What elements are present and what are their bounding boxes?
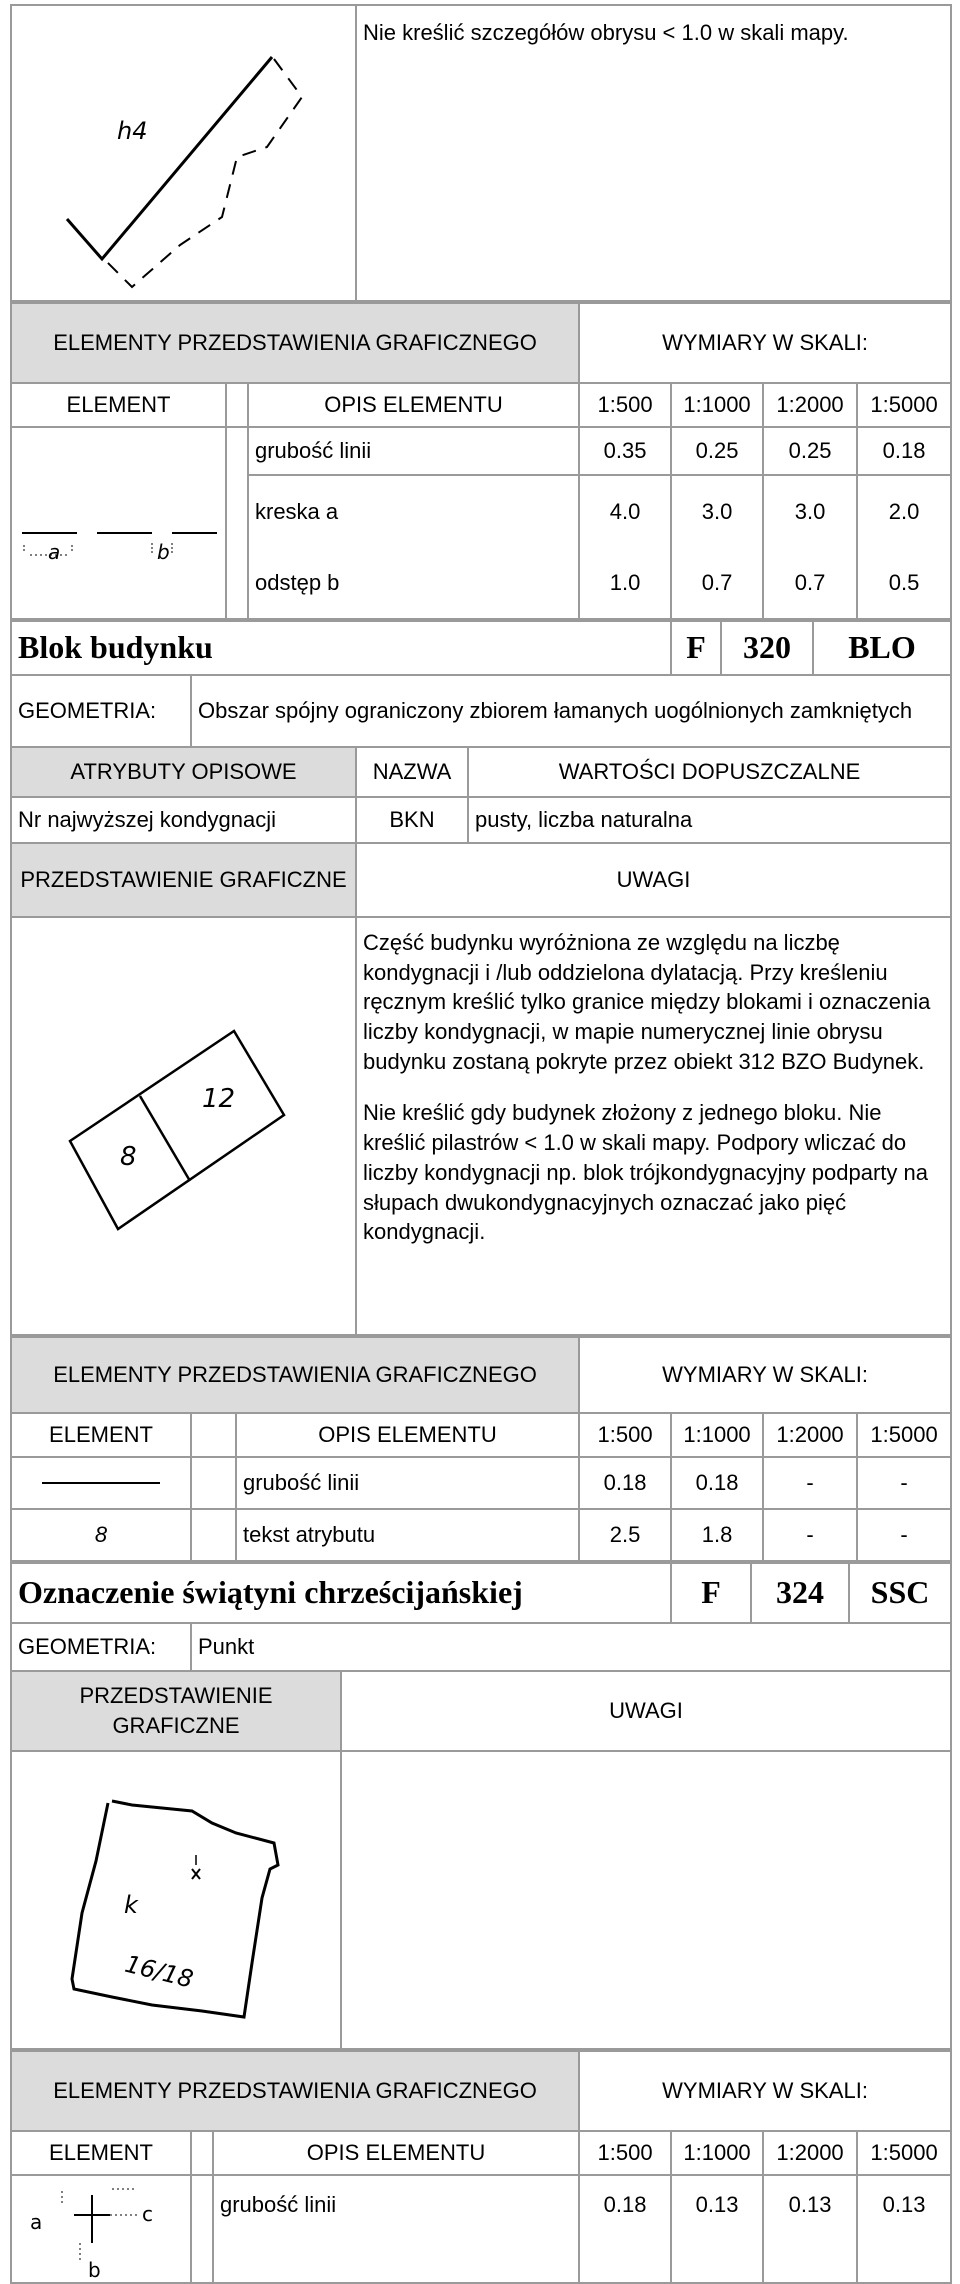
t3-cell: 0.13 — [671, 2175, 763, 2283]
sketch-k: k — [124, 1891, 138, 1919]
blok-code: 320 — [721, 621, 813, 675]
t2-scale: 1:500 — [579, 1413, 671, 1457]
t2-header-dimensions: WYMIARY W SKALI: — [579, 1337, 951, 1413]
t1-cell: 0.25 — [671, 427, 763, 475]
t3-header-dimensions: WYMIARY W SKALI: — [579, 2051, 951, 2131]
t2-cell: - — [857, 1457, 951, 1509]
blok-sketch-cell — [11, 917, 356, 1335]
t2-cell: 2.5 — [579, 1509, 671, 1561]
t1-scale-500: 1:500 — [579, 383, 671, 427]
t3-cell: 0.13 — [763, 2175, 857, 2283]
top-sketch-cell — [11, 5, 356, 301]
t1-scale-1000: 1:1000 — [671, 383, 763, 427]
blok-attr-name: Nr najwyższej kondygnacji — [11, 797, 356, 843]
t3-cross-legend — [11, 2175, 191, 2283]
t2-text-sample: 8 — [11, 1509, 191, 1561]
t1-cell: 0.35 — [579, 427, 671, 475]
sketch-num-8: 8 — [120, 1142, 137, 1172]
blok-geometria-value: Obszar spójny ograniczony zbiorem łamanych uogólnionych zamkniętych — [191, 675, 951, 747]
blok-wartosci-header: WARTOŚCI DOPUSZCZALNE — [468, 747, 951, 797]
document-page — [10, 0, 950, 2284]
blok-abbr: BLO — [813, 621, 951, 675]
t2-header-elements: ELEMENTY PRZEDSTAWIENIA GRAFICZNEGO — [11, 1337, 579, 1413]
blok-type: F — [671, 621, 721, 675]
t1-cell: 1.0 — [579, 547, 671, 619]
t1-cell: 0.5 — [857, 547, 951, 619]
t2-scale: 1:5000 — [857, 1413, 951, 1457]
t2-cell: - — [763, 1509, 857, 1561]
t2-scale: 1:2000 — [763, 1413, 857, 1457]
t1-row-label: kreska a — [248, 475, 579, 547]
blok-attr-code: BKN — [356, 797, 468, 843]
t1-header-elements: ELEMENTY PRZEDSTAWIENIA GRAFICZNEGO — [11, 303, 579, 383]
t3-header-elements: ELEMENTY PRZEDSTAWIENIA GRAFICZNEGO — [11, 2051, 579, 2131]
swiatynia-type: F — [671, 1563, 751, 1623]
t1-row-label: odstęp b — [248, 547, 579, 619]
t1-scale-5000: 1:5000 — [857, 383, 951, 427]
blok-budynku-section — [10, 620, 952, 1336]
legend-b-label: b — [88, 2258, 101, 2281]
t1-cell: 4.0 — [579, 475, 671, 547]
t1-cell: 0.25 — [763, 427, 857, 475]
dashed-line-legend — [12, 453, 223, 593]
t3-scale: 1:2000 — [763, 2131, 857, 2175]
blok-przedst-header: PRZEDSTAWIENIE GRAFICZNE — [11, 843, 356, 917]
t2-line-sample — [11, 1457, 191, 1509]
graphic-elements-table-1 — [10, 302, 952, 620]
blok-title: Blok budynku — [11, 621, 671, 675]
swiatynia-sketch-cell — [11, 1751, 341, 2049]
blok-uwagi-p1: Część budynku wyróżniona ze względu na liczbę kondygnacji i /lub oddzielona dylatacją. Przy kreśleniu ręcznym kreślić tylko granice między blokami i oznaczenia liczby kondygnacji, w mapie numerycznej linie obrysu budynku zostaną pokryte przez obiekt 312 BZO Budynek. — [363, 930, 931, 1074]
t1-cell: 3.0 — [671, 475, 763, 547]
t2-col-opis: OPIS ELEMENTU — [236, 1413, 579, 1457]
swiatynia-geometria-value: Punkt — [191, 1623, 951, 1671]
t2-row-label: grubość linii — [236, 1457, 579, 1509]
blok-attr-header: ATRYBUTY OPISOWE — [11, 747, 356, 797]
t1-header-dimensions: WYMIARY W SKALI: — [579, 303, 951, 383]
swiatynia-title: Oznaczenie świątyni chrześcijańskiej — [11, 1563, 671, 1623]
sketch-label-h4: h4 — [117, 117, 148, 145]
top-note: Nie kreślić szczegółów obrysu < 1.0 w skali mapy. — [356, 5, 951, 301]
swiatynia-uwagi-header: UWAGI — [341, 1671, 951, 1751]
graphic-elements-table-3 — [10, 2050, 952, 2284]
t1-cell: 2.0 — [857, 475, 951, 547]
legend-b-label: b — [157, 540, 170, 564]
t3-scale: 1:5000 — [857, 2131, 951, 2175]
t3-col-opis: OPIS ELEMENTU — [213, 2131, 579, 2175]
sketch-num-12: 12 — [202, 1084, 236, 1114]
t2-cell: 0.18 — [579, 1457, 671, 1509]
t1-scale-2000: 1:2000 — [763, 383, 857, 427]
swiatynia-code: 324 — [751, 1563, 849, 1623]
line-sample-icon — [42, 1482, 160, 1484]
t3-cell: 0.13 — [857, 2175, 951, 2283]
sketch-num-16-18: 16/18 — [122, 1949, 197, 1994]
t1-cell: 0.18 — [857, 427, 951, 475]
outline-detail-sketch — [12, 7, 353, 299]
legend-c-label: c — [142, 2202, 153, 2226]
t3-cell: 0.18 — [579, 2175, 671, 2283]
t1-cell: 3.0 — [763, 475, 857, 547]
blok-uwagi-text — [356, 917, 951, 1335]
building-block-sketch — [12, 919, 353, 1333]
legend-a-label: a — [30, 2210, 43, 2234]
blok-attr-values: pusty, liczba naturalna — [468, 797, 951, 843]
swiatynia-uwagi-body — [341, 1751, 951, 2049]
t2-col-element: ELEMENT — [11, 1413, 191, 1457]
t3-col-element: ELEMENT — [11, 2131, 191, 2175]
swiatynia-geometria-label: GEOMETRIA: — [11, 1623, 191, 1671]
legend-a-label: a — [48, 540, 61, 564]
blok-uwagi-header: UWAGI — [356, 843, 951, 917]
cross-symbol-icon — [12, 2177, 188, 2281]
t3-scale: 1:1000 — [671, 2131, 763, 2175]
t1-col-opis: OPIS ELEMENTU — [248, 383, 579, 427]
t1-col-element: ELEMENT — [11, 383, 226, 427]
t2-cell: - — [857, 1509, 951, 1561]
swiatynia-section — [10, 1562, 952, 2050]
t1-cell: 0.7 — [763, 547, 857, 619]
t1-cell: 0.7 — [671, 547, 763, 619]
church-sketch — [12, 1753, 338, 2047]
t2-cell: 1.8 — [671, 1509, 763, 1561]
swiatynia-abbr: SSC — [849, 1563, 951, 1623]
t3-row-label: grubość linii — [213, 2175, 579, 2283]
t1-dash-legend — [11, 427, 226, 619]
t2-cell: 0.18 — [671, 1457, 763, 1509]
t2-cell: - — [763, 1457, 857, 1509]
blok-geometria-label: GEOMETRIA: — [11, 675, 191, 747]
top-section — [10, 4, 952, 302]
t2-scale: 1:1000 — [671, 1413, 763, 1457]
t3-scale: 1:500 — [579, 2131, 671, 2175]
blok-nazwa-header: NAZWA — [356, 747, 468, 797]
swiatynia-przedst-header: PRZEDSTAWIENIE GRAFICZNE — [11, 1671, 341, 1751]
graphic-elements-table-2 — [10, 1336, 952, 1562]
blok-uwagi-p2: Nie kreślić gdy budynek złożony z jednego bloku. Nie kreślić pilastrów < 1.0 w skali mapy. Podpory wliczać do liczby kondygnacji np. blok trójkondygnacyjny podparty na słupach dwukondygnacyjnych oznaczać jako pięć kondygnacji. — [363, 1100, 928, 1245]
t2-row-label: tekst atrybutu — [236, 1509, 579, 1561]
t1-row-label: grubość linii — [248, 427, 579, 475]
